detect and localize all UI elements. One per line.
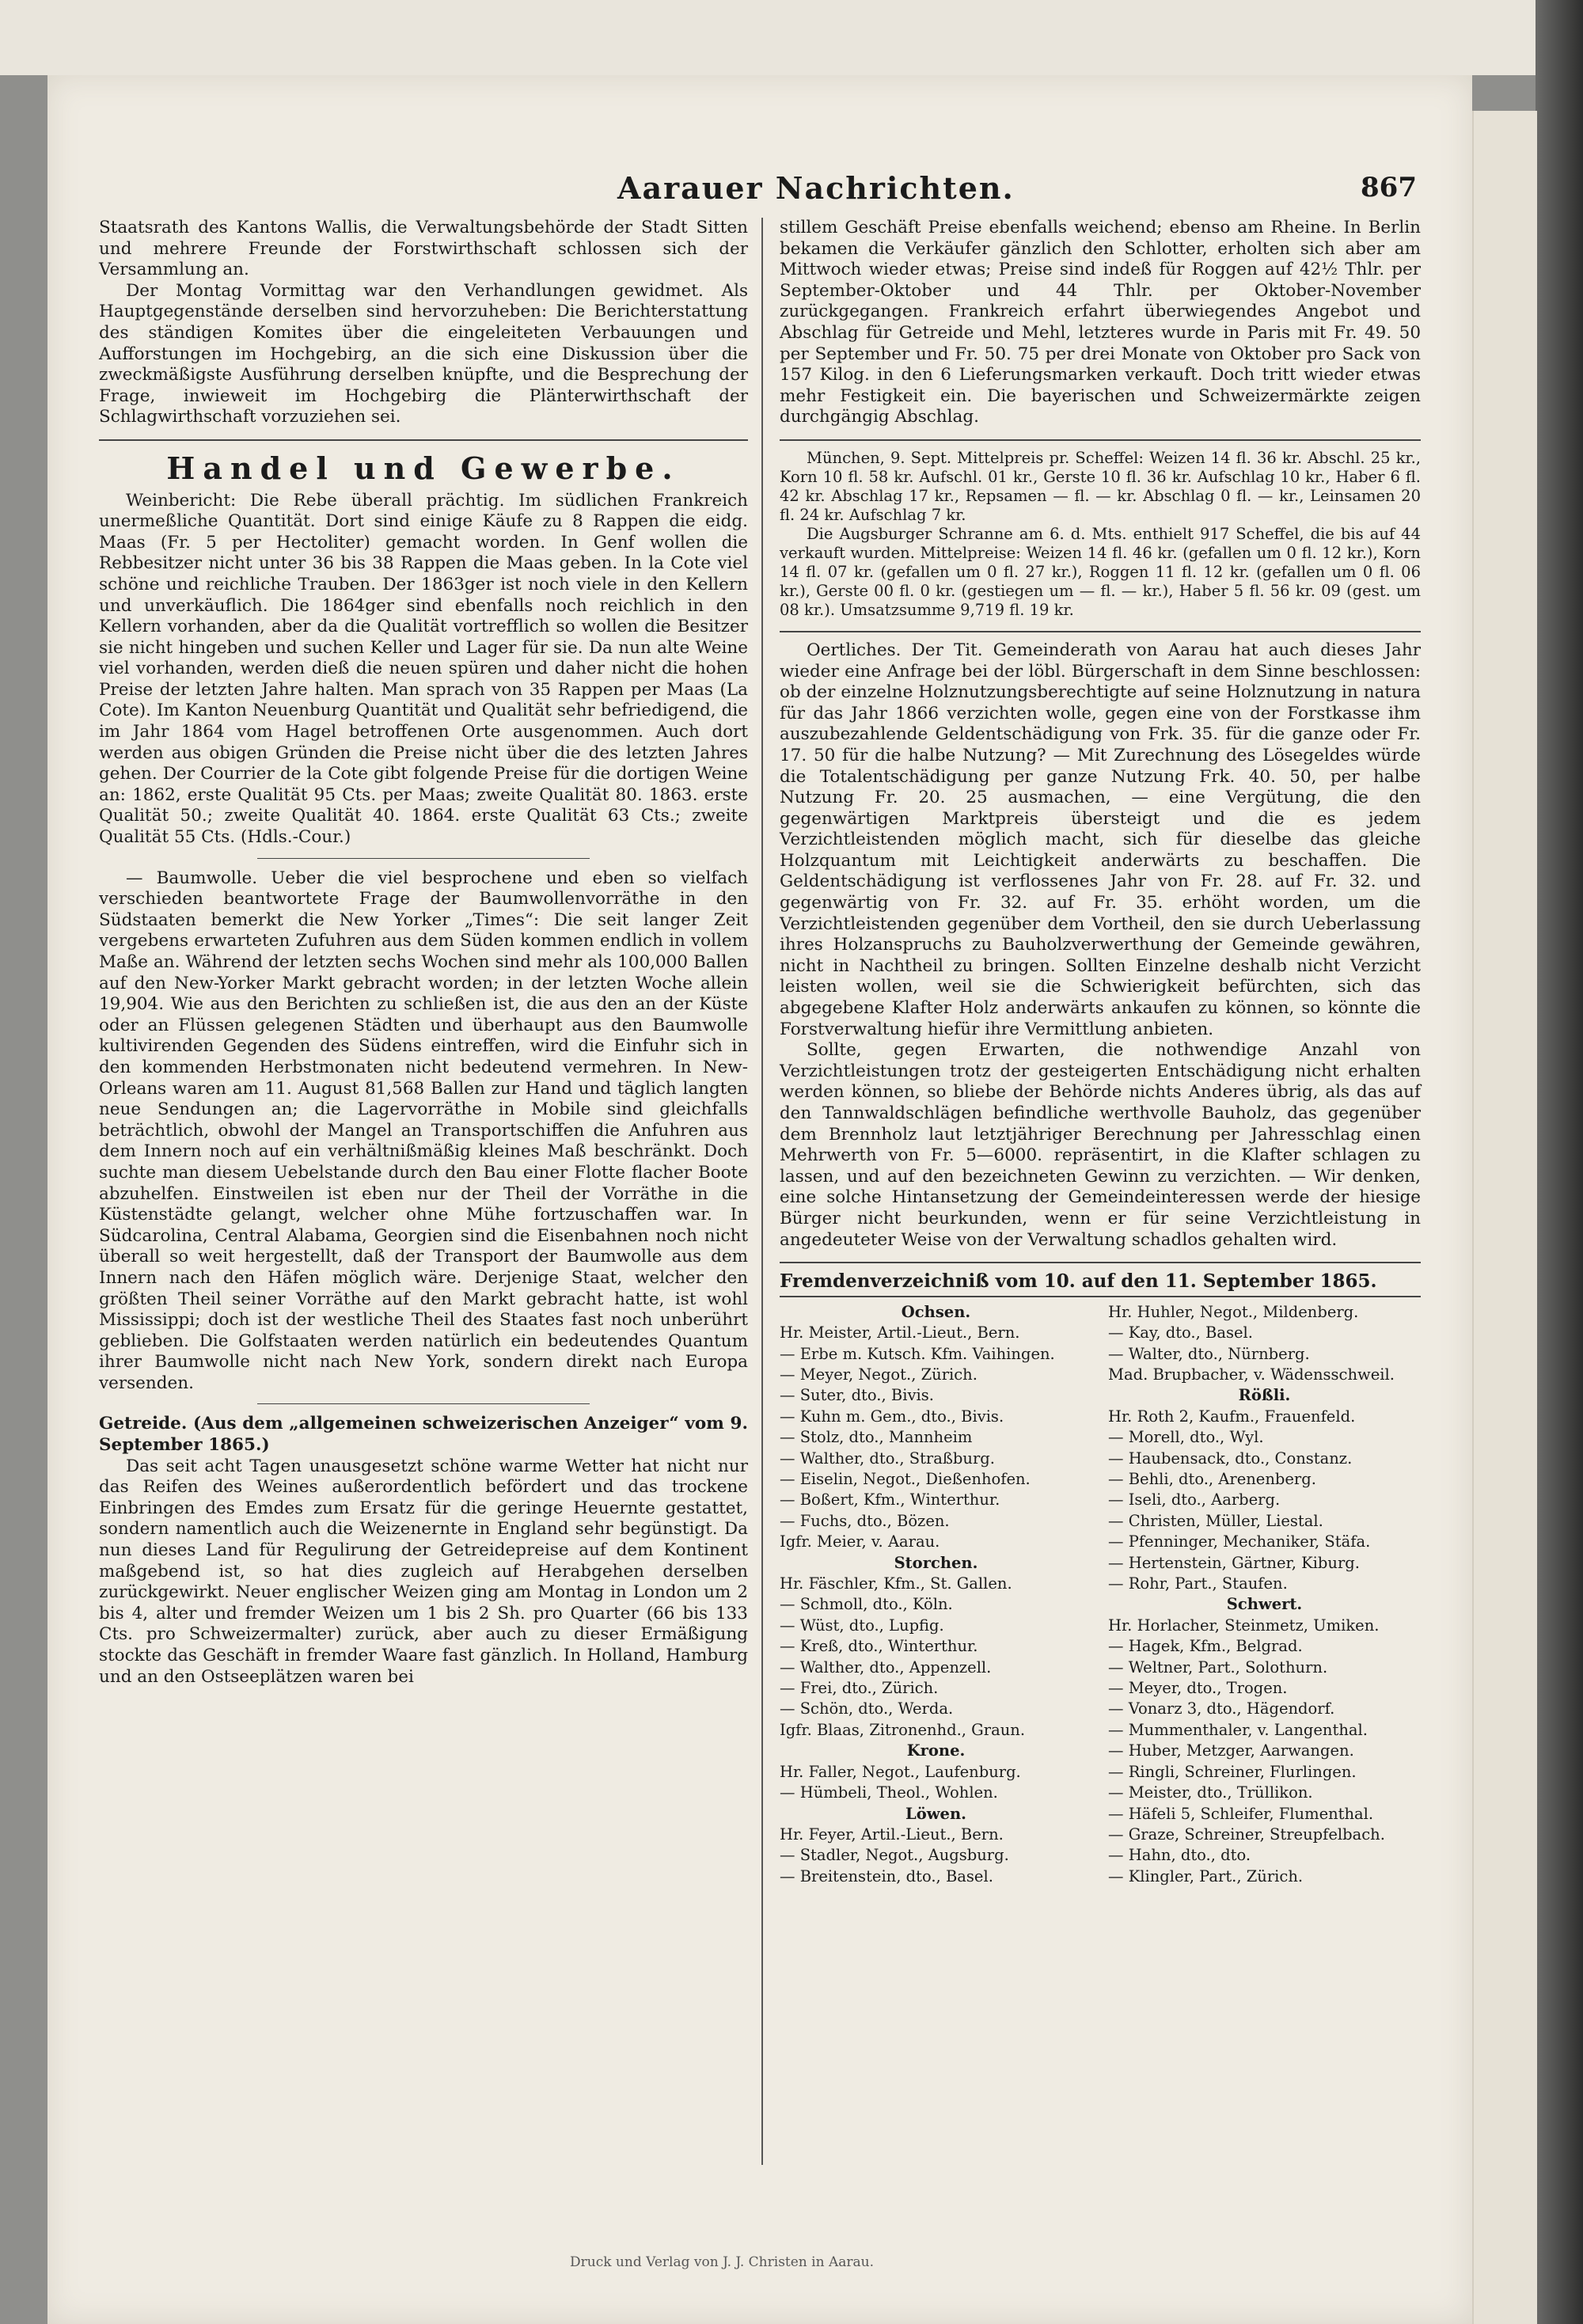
list-item: Hr. Feyer, Artil.-Lieut., Bern. [780,1825,1004,1844]
list-item: — Wüst, dto., Lupfig. [780,1616,944,1635]
list-item: — Behli, dto., Arenenberg. [1108,1470,1316,1488]
page-header [617,170,1417,210]
list-item: Hr. Roth 2, Kaufm., Frauenfeld. [1108,1407,1356,1426]
list-item: Mad. Brupbacher, v. Wädensschweil. [1108,1365,1395,1384]
list-item: — Vonarz 3, dto., Hägendorf. [1108,1699,1335,1718]
list-item: Ochsen. [901,1302,971,1321]
list-item: Storchen. [894,1553,978,1572]
local-news: Oertliches. Der Tit. Gemeinderath von Aarau hat auch dieses Jahr wieder eine Anfrage bei der löbl. Bürgerschaft in dem Sinne beschlossen: ob der einzelne Holznutzungsberechtigte auf seine Holznutzung in natura für das Jahr 1866 verzichten wolle, gegen eine von der Forstkasse ihm auszubezahlende Geldentschädigung von Frk. 35. für die ganze oder Fr. 17. 50 für die halbe Nutzung? — Mit Zurechnung des Lösegeldes würde die Totalentschädigung per ganze Nutzung Frk. 40. 50, per halbe Nutzung Fr. 20. 25 ausmachen, — eine Vergütung, die den gegenwärtigen Marktpreis übersteigt und die es jedem Verzichtleistenden möglich macht, sich für dieselbe das gleiche Holzquantum mit Leichtigkeit anderwärts zu beschaffen. Die Geldentschädigung ist verflossenes Jahr von Fr. 28. auf Fr. 32. und gegenwärtig von Fr. 32. auf Fr. 35. erhöht worden, um die Verzichtleistenden gegenüber dem Vortheil, den sie durch Ueberlassung ihres Holzanspruchs zu Bauholzverwerthung der Gemeinde gewähren, nicht in Nachtheil zu bringen. Sollten Einzelne deshalb nicht Verzicht leisten wollen, weil sie die Schwierigkeit befürchten, sich das abgegebene Klafter Holz anderwärts ankaufen zu können, so könnte die Forstverwaltung hiefür ihre Vermittlung anbieten. [780,640,1421,1039]
list-item: — Walter, dto., Nürnberg. [1108,1344,1310,1363]
list-item: — Walther, dto., Straßburg. [780,1449,995,1468]
list-item: Krone. [906,1741,966,1760]
list-item: Igfr. Meier, v. Aarau. [780,1532,940,1551]
augsburg-prices: Die Augsburger Schranne am 6. d. Mts. enthielt 917 Scheffel, die bis auf 44 verkauft wurden. Mittelpreise: Weizen 14 fl. 46 kr. (gefallen um 0 fl. 12 kr.), Korn 14 fl. 07 kr. (gefallen um 0 fl. 27 kr.), Roggen 11 fl. 12 kr. (gefallen um 0 fl. 06 kr.), Gerste 00 fl. 0 kr. (gestiegen um — fl. — kr.), Haber 5 fl. 56 kr. 09 (gest. um 08 kr.). Umsatzsumme 9,719 fl. 19 kr. [780,524,1421,619]
list-item: — Morell, dto., Wyl. [1108,1428,1264,1447]
list-item: — Klingler, Part., Zürich. [1108,1866,1304,1885]
left-column [99,218,748,1688]
list-item: — Erbe m. Kutsch. Kfm. Vaihingen. [780,1344,1055,1363]
list-item: — Hahn, dto., dto. [1108,1846,1251,1865]
list-item: — Kay, dto., Basel. [1108,1323,1253,1342]
list-item: — Schön, dto., Werda. [780,1699,954,1718]
list-item: Schwert. [1226,1595,1303,1614]
visitors-list [780,1302,1421,1887]
munich-prices: München, 9. Sept. Mittelpreis pr. Scheffel: Weizen 14 fl. 36 kr. Abschl. 25 kr., Korn 10 fl. 58 kr. Aufschl. 01 kr., Gerste 10 fl. 36 kr. Aufschlag 10 kr., Haber 6 fl. 42 kr. Abschlag 17 kr., Repsamen — fl. — kr. Abschlag 0 fl. — kr., Leinsamen 20 fl. 24 kr. Aufschlag 7 kr. [780,448,1421,524]
list-item: — Breitenstein, dto., Basel. [780,1866,993,1885]
list-item: — Suter, dto., Bivis. [780,1386,934,1405]
list-item: — Christen, Müller, Liestal. [1108,1511,1323,1530]
list-item: Igfr. Blaas, Zitronenhd., Graun. [780,1720,1026,1739]
list-item: — Mummenthaler, v. Langenthal. [1108,1720,1368,1739]
section-divider [780,439,1421,441]
printer-imprint: Druck und Verlag von J. J. Christen in Aarau. [570,2254,874,2270]
list-item: — Ringli, Schreiner, Flurlingen. [1108,1762,1357,1781]
right-column [780,218,1421,1887]
list-item: Löwen. [905,1804,966,1823]
list-item: — Frei, dto., Zürich. [780,1679,939,1698]
column-divider [761,218,763,2165]
list-item: Hr. Huhler, Negot., Mildenberg. [1108,1302,1359,1321]
article-paragraph: Staatsrath des Kantons Wallis, die Verwaltungsbehörde der Stadt Sitten und mehrere Freunde der Forstwirthschaft schlossen sich der Versammlung an. [99,218,748,280]
list-item: — Hümbeli, Theol., Wohlen. [780,1783,998,1802]
list-item: — Graze, Schreiner, Streupfelbach. [1108,1825,1385,1844]
grain-report: Das seit acht Tagen unausgesetzt schöne warme Wetter hat nicht nur das Reifen des Weines außerordentlich befördert und das trockene Einbringen des Emdes zum Ersatz für die geringe Heuernte gestattet, sondern namentlich auch die Weizenernte in England sehr begünstigt. Da nun dieses Land für Regulirung der Getreidepreise auf dem Kontinent maßgebend ist, so hat dies zugleich auf Herabgehen derselben zurückgewirkt. Neuer englischer Weizen ging am Montag in London um 2 bis 4, alter und fremder Weizen um 1 bis 2 Sh. pro Quarter (66 bis 133 Cts. pro Schweizermalter) zurück, aber auch zu dieser Ermäßigung stockte das Geschäft in fremder Waare fast gänzlich. In Holland, Hamburg und an den Ostseeplätzen waren bei [99,1456,748,1687]
list-item: — Haubensack, dto., Constanz. [1108,1449,1353,1468]
list-item: — Stadler, Negot., Augsburg. [780,1846,1009,1865]
visitors-list-right [1108,1302,1421,1887]
list-item: — Walther, dto., Appenzell. [780,1658,992,1677]
list-item: — Hertenstein, Gärtner, Kiburg. [1108,1553,1360,1572]
local-news-continued: Sollte, gegen Erwarten, die nothwendige Anzahl von Verzichtleistungen trotz der gesteigerten Entschädigung nicht erhalten werden können, so bliebe der Behörde nichts Anderes übrig, als das auf den Tannwaldschlägen befindliche werthvolle Bauholz, das gegenüber dem Brennholz laut letztjähriger Berechnung per Jahresschlag einen Mehrwerth von Fr. 5—6000. repräsentirt, in die Klafter schlagen zu lassen, und auf den bezeichneten Gewinn zu verzichten. — Wir denken, eine solche Hintansetzung der Gemeindeinteressen werde der hiesige Bürger nicht beurkunden, wenn er für seine Verzichtleistung in angedeuteter Weise von der Verwaltung schadlos gehalten wird. [780,1040,1421,1250]
list-item: Rößli. [1238,1386,1291,1405]
list-item: Hr. Horlacher, Steinmetz, Umiken. [1108,1616,1380,1635]
adjacent-page-edge [1472,111,1537,2324]
list-item: Hr. Faller, Negot., Laufenburg. [780,1762,1021,1781]
page-number: 867 [1361,172,1417,203]
section-divider [780,1296,1421,1297]
list-item: — Kreß, dto., Winterthur. [780,1637,978,1656]
list-item: — Stolz, dto., Mannheim [780,1428,973,1447]
section-divider [99,439,748,441]
section-divider [780,631,1421,632]
wine-report: Weinbericht: Die Rebe überall prächtig. Im südlichen Frankreich unermeßliche Quantität. Dort sind einige Käufe zu 8 Rappen die eidg. Maas (Fr. 5 per Hectoliter) gemacht worden. In Genf wollen die Rebbesitzer nicht unter 36 bis 38 Rappen die Maas geben. In la Cote viel schöne und reichliche Trauben. Der 1863ger ist noch viele in den Kellern und unverkäuflich. Die 1864ger sind ebenfalls noch reichlich in den Kellern vorhanden, aber da die Qualität vortrefflich so wollen die Besitzer sie nicht hingeben und suchen Keller und Lager für sie. Da nun alte Weine viel vorhanden, werden dieß die neuen spüren und daher nicht die hohen Preise der letzten Jahre halten. Man sprach von 35 Rappen per Maas (La Cote). Im Kanton Neuenburg Quantität und Qualität sehr befriedigend, die im Jahr 1864 vom Hagel betroffenen Orte ausgenommen. Auch dort werden aus obigen Gründen die Preise nicht über die des letzten Jahres gehen. Der Courrier de la Cote gibt folgende Preise für die dortigen Weine an: 1862, erste Qualität 95 Cts. per Maas; zweite Qualität 80. 1863. erste Qualität 50.; zweite Qualität 40. 1864. erste Qualität 63 Cts.; zweite Qualität 55 Cts. (Hdls.-Cour.) [99,490,748,848]
list-item: — Weltner, Part., Solothurn. [1108,1658,1328,1677]
scan-dark-edge [1536,0,1583,2324]
list-item: — Fuchs, dto., Bözen. [780,1511,950,1530]
short-divider [257,858,590,859]
cotton-report: — Baumwolle. Ueber die viel besprochene und eben so vielfach verschieden beantwortete Frage der Baumwollenvorräthe in den Südstaaten bemerkt die New Yorker „Times“: Die seit langer Zeit vergebens erwarteten Zufuhren aus dem Süden kommen endlich in vollem Maße an. Während der letzten sechs Wochen sind mehr als 100,000 Ballen auf den New-Yorker Markt gebracht worden; in der letzten Woche allein 19,904. Wie aus den Berichten zu schließen ist, die aus den an der Küste oder an Flüssen gelegenen Städten und überhaupt aus den Baumwolle kultivirenden Gegenden des Südens eintreffen, wird die Einfuhr sich in den kommenden Herbstmonaten nicht bedeutend vermehren. In New-Orleans waren am 11. August 81,568 Ballen zur Hand und täglich langten neue Sendungen an; die Lagervorräthe in Mobile sind gleichfalls beträchtlich, obwohl der Mangel an Transportschiffen die Anfuhren aus dem Innern noch auf ein verhältnißmäßig kleines Maß beschränkt. Doch suchte man diesem Uebelstande durch den Bau einer Flotte flacher Boote abzuhelfen. Einstweilen ist eben nur der Theil der Vorräthe in die Küstenstädte gelangt, welcher ohne Mühe fortzuschaffen war. In Südcarolina, Central Alabama, Georgien sind die Eisenbahnen noch nicht überall so weit hergestellt, daß der Transport der Baumwolle aus dem Innern nach den Häfen möglich wäre. Derjenige Staat, welcher den größten Theil seiner Vorräthe auf den Markt gebracht hatte, ist wohl Mississippi; doch ist der westliche Theil des Staates fast noch unberührt geblieben. Die Golfstaaten werden natürlich ein bedeutendes Quantum ihrer Baumwolle nicht nach New York, sondern direkt nach Europa versenden. [99,868,748,1393]
scan-top-margin [0,0,1536,75]
list-item: — Huber, Metzger, Aarwangen. [1108,1741,1354,1760]
list-item: — Kuhn m. Gem., dto., Bivis. [780,1407,1004,1426]
list-item: Hr. Meister, Artil.-Lieut., Bern. [780,1323,1020,1342]
list-item: — Rohr, Part., Staufen. [1108,1574,1288,1593]
list-item: — Meister, dto., Trüllikon. [1108,1783,1313,1802]
list-item: — Schmoll, dto., Köln. [780,1595,953,1614]
list-item: — Meyer, Negot., Zürich. [780,1365,978,1384]
list-item: Hr. Fäschler, Kfm., St. Gallen. [780,1574,1012,1593]
visitors-list-left [780,1302,1092,1887]
list-item: — Meyer, dto., Trogen. [1108,1679,1288,1698]
list-item: — Pfenninger, Mechaniker, Stäfa. [1108,1532,1371,1551]
list-item: — Eiselin, Negot., Dießenhofen. [780,1470,1031,1488]
list-item: — Hagek, Kfm., Belgrad. [1108,1637,1303,1656]
list-item: — Boßert, Kfm., Winterthur. [780,1490,1000,1509]
section-heading: Handel und Gewerbe. [166,450,681,486]
article-paragraph: Der Montag Vormittag war den Verhandlungen gewidmet. Als Hauptgegenstände derselben sind hervorzuheben: Die Berichterstattung des ständigen Komites über die eingeleiteten Verbauungen und Aufforstungen im Hochgebirg, an die sich eine Diskussion über die zweckmäßigste Ausführung derselben knüpfte, und die Besprechung der Frage, inwieweit im Hochgebirg die Plänterwirthschaft der Schlagwirthschaft vorzuziehen sei. [99,280,748,427]
list-item: — Iseli, dto., Aarberg. [1108,1490,1281,1509]
grain-heading: Getreide. (Aus dem „allgemeinen schweizerischen Anzeiger“ vom 9. September 1865.) [99,1414,748,1456]
article-paragraph: stillem Geschäft Preise ebenfalls weichend; ebenso am Rheine. In Berlin bekamen die Verkäufer gänzlich den Schlotter, erholten sich aber am Mittwoch wieder etwas; Preise sind indeß für Roggen auf 42½ Thlr. per September-Oktober und 44 Thlr. per Oktober-November zurückgegangen. Frankreich erfahrt überwiegendes Angebot und Abschlag für Getreide und Mehl, letzteres wurde in Paris mit Fr. 49. 50 per September und Fr. 50. 75 per drei Monate von Oktober pro Sack von 157 Kilog. in den 6 Lieferungsmarken verkauft. Doch tritt wieder etwas mehr Festigkeit ein. Die bayerischen und Schweizermärkte zeigen durchgängig Abschlag. [780,218,1421,427]
visitors-list-title: Fremdenverzeichniß vom 10. auf den 11. September 1865. [780,1270,1377,1293]
section-divider [780,1262,1421,1263]
short-divider [257,1403,590,1404]
newspaper-title: Aarauer Nachrichten. [617,170,1015,206]
list-item: — Häfeli 5, Schleifer, Flumenthal. [1108,1804,1374,1823]
